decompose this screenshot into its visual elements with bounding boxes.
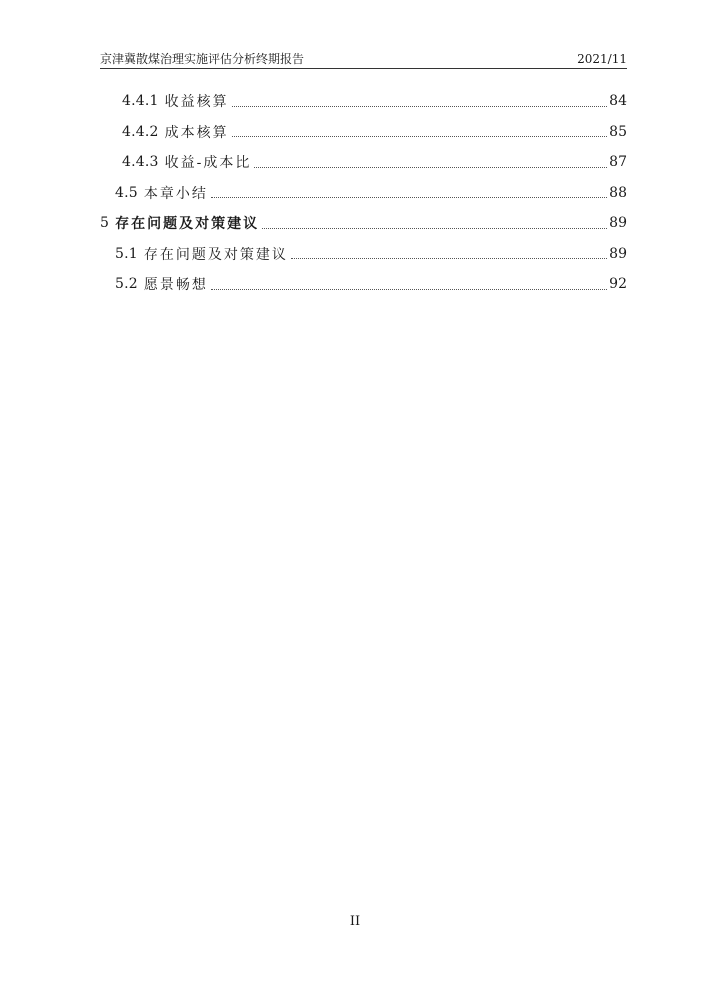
page-number-footer: II [349, 914, 361, 929]
toc-section-number: 4.4.2 [122, 123, 159, 140]
toc-section-title: 收益-成本比 [164, 155, 252, 172]
toc-section-number: 5.2 [115, 276, 138, 293]
toc-entry-5-2[interactable] [100, 269, 627, 300]
toc-entry-4-5[interactable] [100, 178, 627, 209]
dot-leader [254, 167, 607, 168]
table-of-contents [100, 86, 627, 300]
toc-entry-5[interactable] [100, 208, 627, 239]
dot-leader [211, 197, 607, 198]
toc-entry-5-1[interactable] [100, 239, 627, 270]
toc-section-title: 本章小结 [143, 185, 208, 202]
report-date: 2021/11 [577, 52, 627, 66]
report-title: 京津冀散煤治理实施评估分析终期报告 [100, 52, 305, 66]
toc-page-number: 85 [609, 123, 627, 140]
toc-section-number: 4.4.3 [122, 154, 159, 171]
toc-entry-4-4-3[interactable] [100, 147, 627, 178]
toc-entry-4-4-2[interactable] [100, 117, 627, 148]
toc-section-title: 愿景畅想 [143, 277, 208, 294]
toc-entry-4-4-1[interactable] [100, 86, 627, 117]
toc-section-number: 4.5 [115, 184, 138, 201]
toc-section-number: 5.1 [115, 245, 138, 262]
running-header [100, 50, 627, 69]
toc-section-title: 存在问题及对策建议 [115, 216, 260, 233]
toc-section-title: 成本核算 [164, 124, 229, 141]
dot-leader [232, 136, 608, 137]
toc-section-number: 4.4.1 [122, 93, 159, 110]
toc-section-title: 存在问题及对策建议 [143, 246, 288, 263]
toc-page-number: 84 [609, 93, 627, 110]
toc-section-number: 5 [100, 215, 110, 232]
toc-page-number: 87 [609, 154, 627, 171]
toc-section-title: 收益核算 [164, 94, 229, 111]
toc-page-number: 89 [609, 245, 627, 262]
dot-leader [291, 258, 607, 259]
dot-leader [232, 106, 608, 107]
toc-page-number: 92 [609, 276, 627, 293]
toc-page-number: 89 [609, 215, 627, 232]
dot-leader [211, 289, 607, 290]
toc-page-number: 88 [609, 184, 627, 201]
dot-leader [262, 228, 607, 229]
